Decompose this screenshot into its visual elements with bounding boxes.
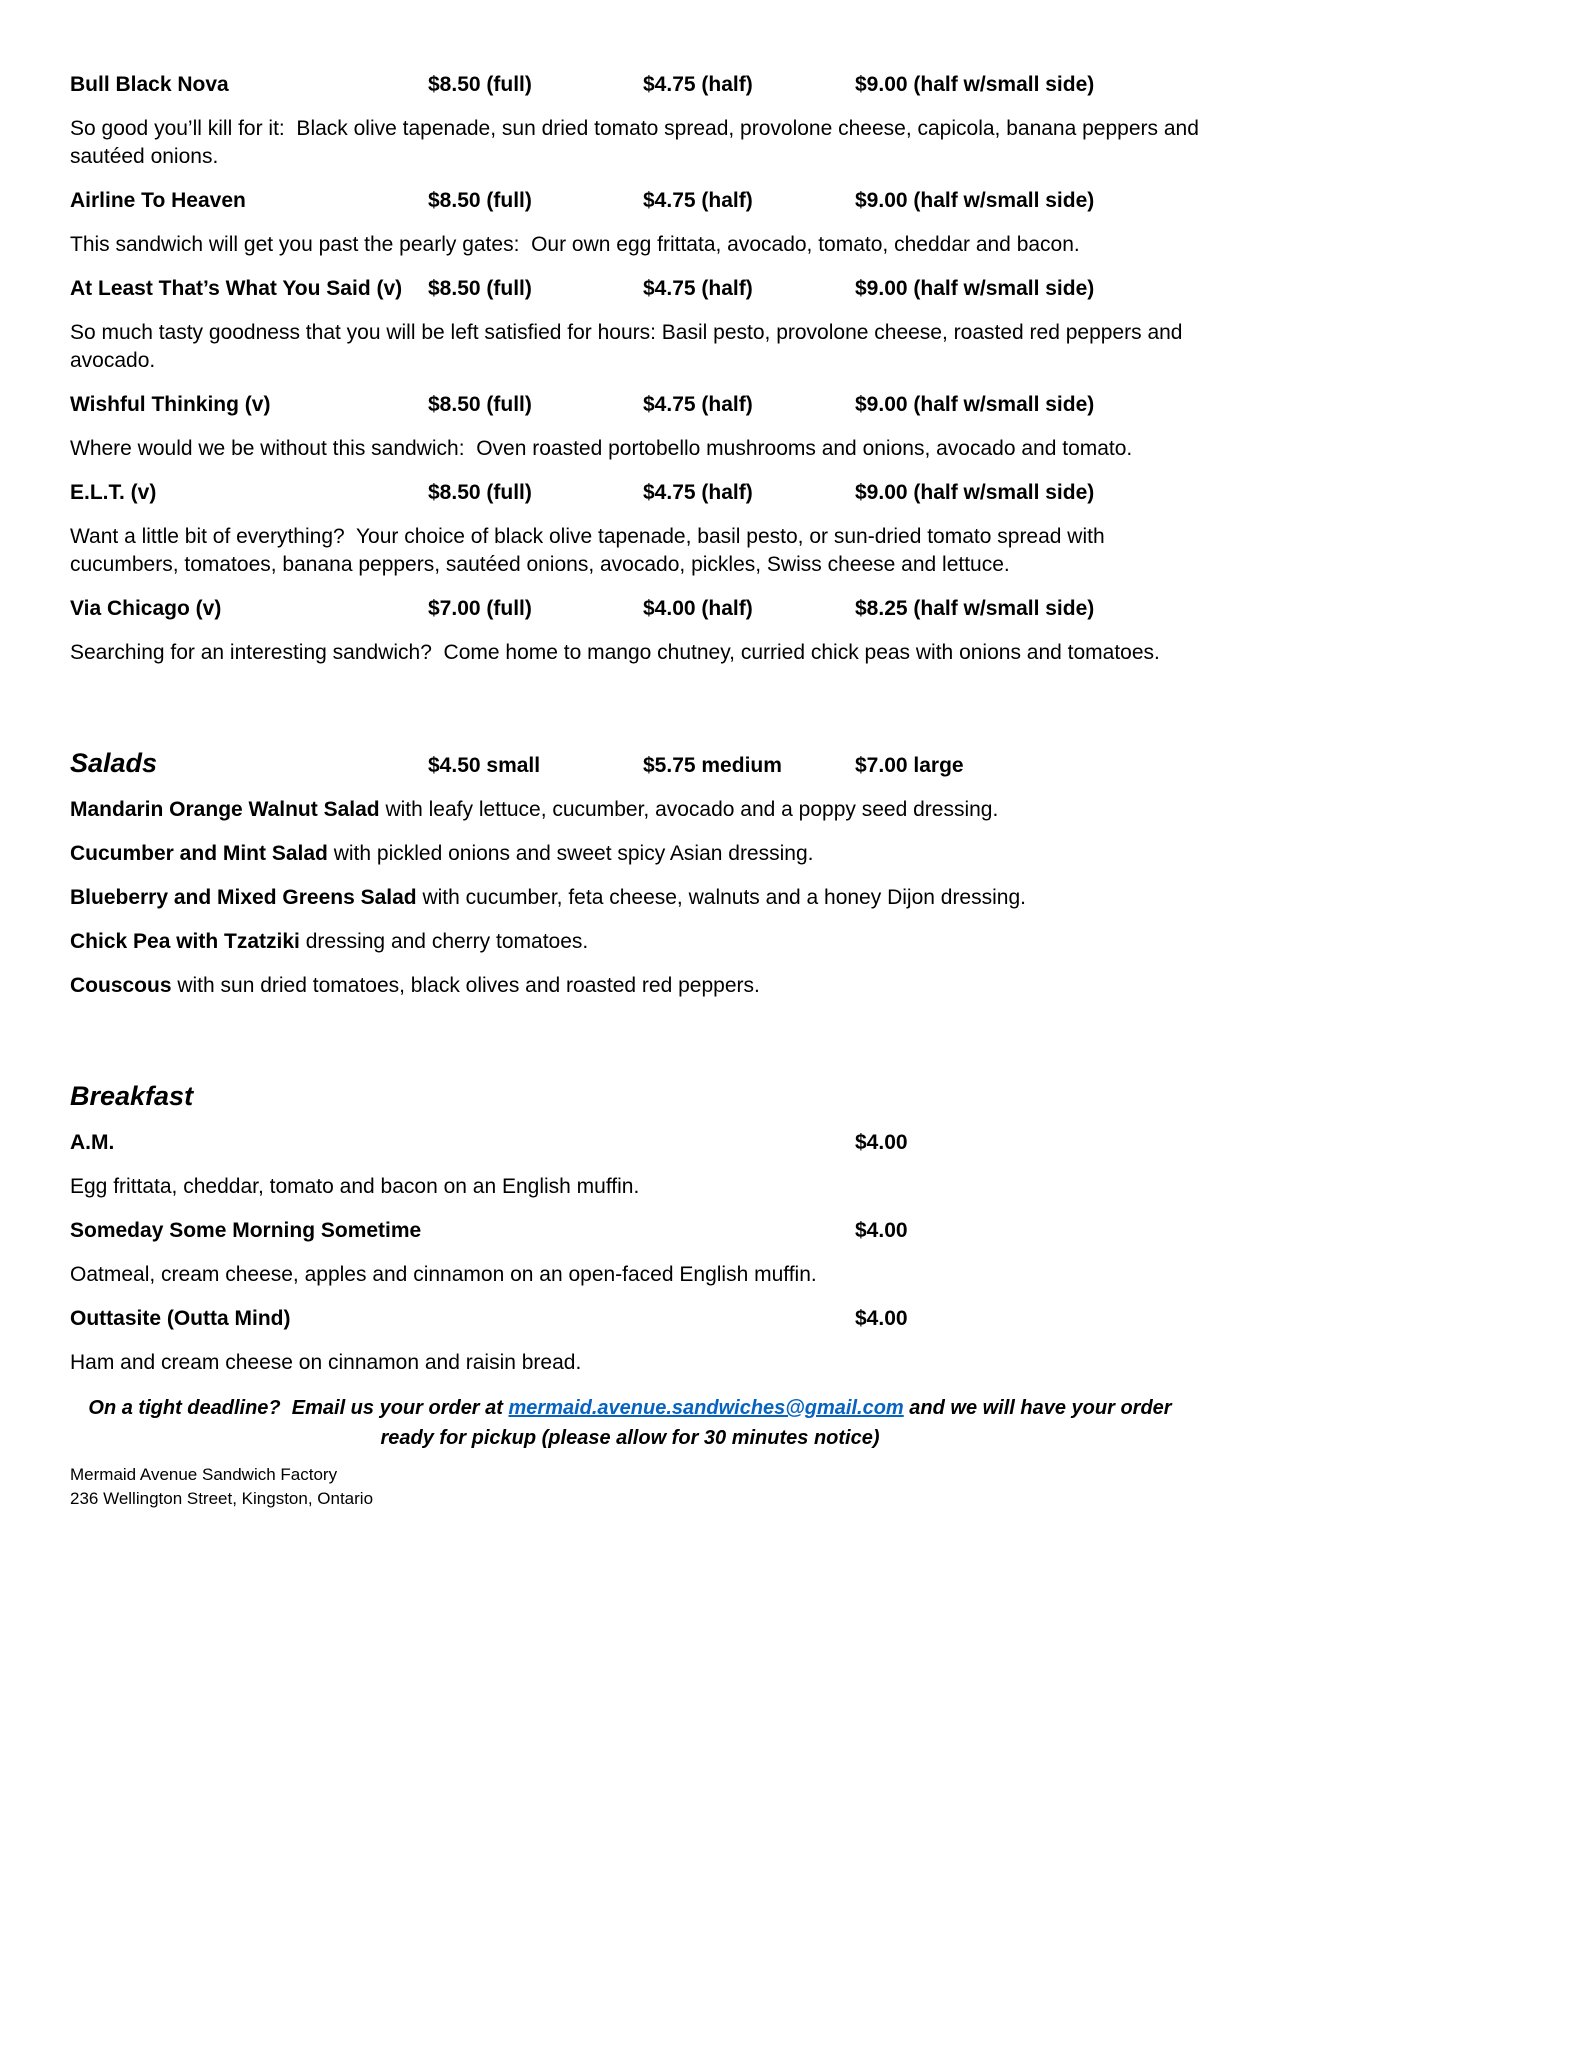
item-price-combo: $9.00 (half w/small side) — [855, 393, 1095, 416]
salad-item — [70, 840, 1200, 868]
menu-item-row — [70, 275, 1200, 303]
item-price-half: $4.75 (half) — [643, 481, 753, 504]
salad-description: with leafy lettuce, cucumber, avocado and a poppy seed dressing. — [379, 798, 999, 821]
breakfast-item-description: Ham and cream cheese on cinnamon and raisin bread. — [70, 1351, 582, 1374]
item-price-half: $4.75 (half) — [643, 393, 753, 416]
breakfast-item-name: Outtasite (Outta Mind) — [70, 1307, 291, 1330]
item-price-half: $4.00 (half) — [643, 597, 753, 620]
item-price-combo: $9.00 (half w/small side) — [855, 481, 1095, 504]
item-price-combo: $9.00 (half w/small side) — [855, 189, 1095, 212]
business-name: Mermaid Avenue Sandwich Factory — [70, 1465, 338, 1484]
salad-item — [70, 884, 1200, 912]
item-price-combo: $8.25 (half w/small side) — [855, 597, 1095, 620]
breakfast-item-price: $4.00 — [855, 1307, 908, 1330]
item-price-full: $8.50 (full) — [428, 277, 532, 300]
breakfast-header-row — [70, 1080, 1200, 1113]
breakfast-section-title: Breakfast — [70, 1081, 194, 1111]
item-price-half: $4.75 (half) — [643, 73, 753, 96]
menu-item-row — [70, 479, 1200, 507]
item-description: Searching for an interesting sandwich? Come home to mango chutney, curried chick peas with onions and tomatoes. — [70, 641, 1160, 664]
item-price-full: $8.50 (full) — [428, 73, 532, 96]
business-address: 236 Wellington Street, Kingston, Ontario — [70, 1489, 374, 1508]
breakfast-item-name: Someday Some Morning Sometime — [70, 1219, 422, 1242]
menu-item-row — [70, 71, 1200, 99]
salads-price-large: $7.00 large — [855, 754, 964, 777]
salad-description: with sun dried tomatoes, black olives and roasted red peppers. — [171, 974, 760, 997]
breakfast-item-row — [70, 1129, 1200, 1157]
item-price-full: $7.00 (full) — [428, 597, 532, 620]
salads-header-row — [70, 747, 1200, 780]
salad-item — [70, 928, 1200, 956]
item-description: This sandwich will get you past the pearly gates: Our own egg frittata, avocado, tomato, cheddar and bacon. — [70, 233, 1080, 256]
salad-description: dressing and cherry tomatoes. — [299, 930, 589, 953]
item-description: So much tasty goodness that you will be left satisfied for hours: Basil pesto, provolone cheese, roasted red peppers and avocado. — [70, 321, 1189, 372]
order-email-link[interactable]: mermaid.avenue.sandwiches@gmail.com — [508, 1397, 904, 1419]
salad-name: Couscous — [70, 974, 172, 997]
business-info — [70, 1463, 1200, 1511]
salad-item — [70, 972, 1200, 1000]
item-description: Want a little bit of everything? Your choice of black olive tapenade, basil pesto, or sun-dried tomato spread with cucumbers, tomatoes, banana peppers, sautéed onions, avocado, pickles, Swiss cheese and lettuce. — [70, 525, 1111, 576]
item-name: Wishful Thinking (v) — [70, 393, 271, 416]
menu-item-row — [70, 391, 1200, 419]
salad-description: with cucumber, feta cheese, walnuts and a honey Dijon dressing. — [416, 886, 1026, 909]
item-price-combo: $9.00 (half w/small side) — [855, 73, 1095, 96]
menu-content — [70, 71, 1205, 1511]
item-name: Airline To Heaven — [70, 189, 246, 212]
salads-section-title: Salads — [70, 748, 158, 778]
salad-name: Cucumber and Mint Salad — [70, 842, 328, 865]
item-description: So good you’ll kill for it: Black olive tapenade, sun dried tomato spread, provolone cheese, capicola, banana peppers and sautéed onions. — [70, 117, 1205, 168]
order-note-prefix: On a tight deadline? Email us your order at — [88, 1397, 509, 1419]
item-price-full: $8.50 (full) — [428, 189, 532, 212]
item-price-full: $8.50 (full) — [428, 393, 532, 416]
item-description: Where would we be without this sandwich: Oven roasted portobello mushrooms and onions, avocado and tomato. — [70, 437, 1133, 460]
salad-item — [70, 796, 1200, 824]
breakfast-item-price: $4.00 — [855, 1131, 908, 1154]
menu-item-row — [70, 595, 1200, 623]
item-price-half: $4.75 (half) — [643, 277, 753, 300]
salad-name: Blueberry and Mixed Greens Salad — [70, 886, 417, 909]
item-name: E.L.T. (v) — [70, 481, 157, 504]
salad-name: Chick Pea with Tzatziki — [70, 930, 300, 953]
breakfast-item-description: Egg frittata, cheddar, tomato and bacon on an English muffin. — [70, 1175, 640, 1198]
item-price-full: $8.50 (full) — [428, 481, 532, 504]
breakfast-item-description: Oatmeal, cream cheese, apples and cinnamon on an open-faced English muffin. — [70, 1263, 817, 1286]
item-price-combo: $9.00 (half w/small side) — [855, 277, 1095, 300]
salads-price-medium: $5.75 medium — [643, 754, 782, 777]
item-name: Via Chicago (v) — [70, 597, 222, 620]
item-name: Bull Black Nova — [70, 73, 229, 96]
salads-price-small: $4.50 small — [428, 754, 541, 777]
breakfast-item-name: A.M. — [70, 1131, 115, 1154]
salad-name: Mandarin Orange Walnut Salad — [70, 798, 380, 821]
menu-item-row — [70, 187, 1200, 215]
item-name: At Least That’s What You Said (v) — [70, 277, 403, 300]
breakfast-item-row — [70, 1305, 1200, 1333]
order-note — [70, 1393, 1190, 1453]
breakfast-item-price: $4.00 — [855, 1219, 908, 1242]
order-note-suffix: and we will have your order ready for pickup (please allow for 30 minutes notice) — [380, 1397, 1178, 1449]
item-price-half: $4.75 (half) — [643, 189, 753, 212]
breakfast-item-row — [70, 1217, 1200, 1245]
salad-description: with pickled onions and sweet spicy Asian dressing. — [327, 842, 814, 865]
